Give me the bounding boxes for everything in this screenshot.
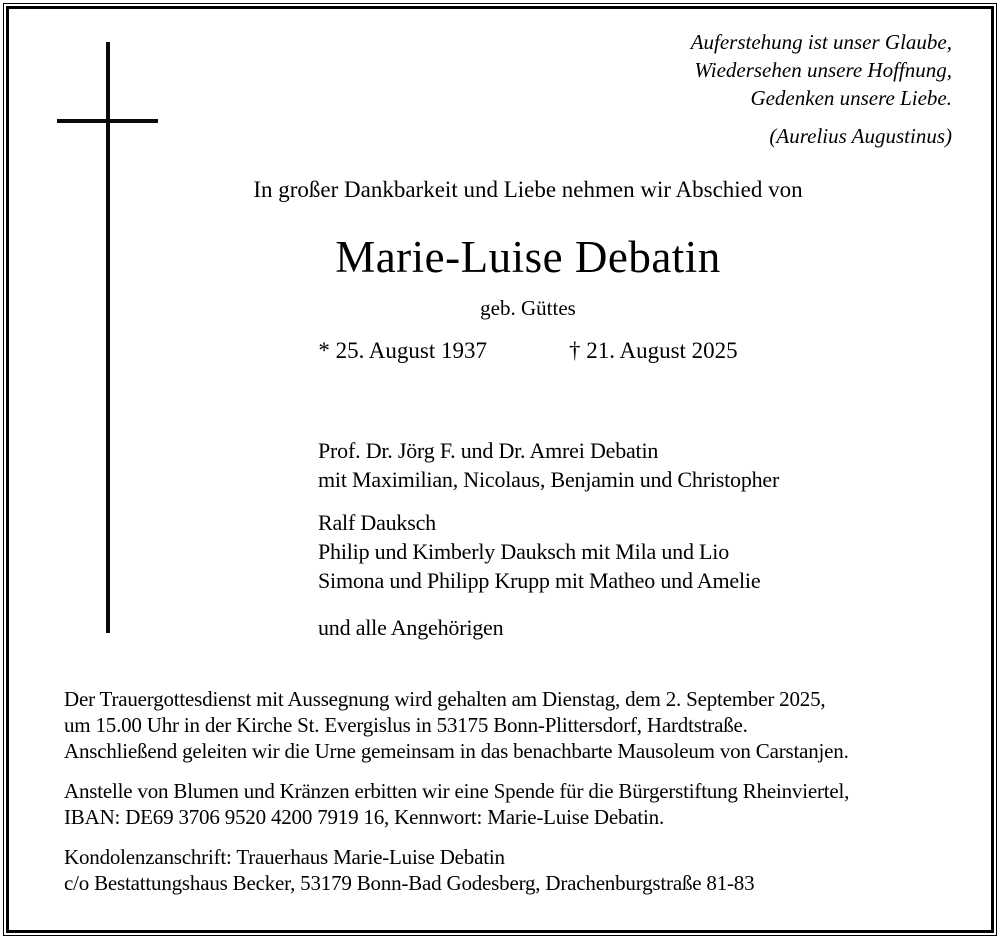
- life-dates: [56, 336, 1000, 366]
- quote-attribution: (Aurelius Augustinus): [769, 124, 952, 148]
- memorial-quote: [691, 28, 952, 150]
- death-date: † 21. August 2025: [569, 338, 738, 363]
- donation-line: Anstelle von Blumen und Kränzen erbitten wir eine Spende für die Bürgerstiftung Rheinviertel,: [64, 779, 850, 803]
- donation-paragraph: [64, 778, 960, 830]
- deceased-name: Marie-Luise Debatin: [335, 232, 721, 282]
- birth-date: * 25. August 1937: [318, 338, 487, 363]
- cross-horizontal-bar: [57, 119, 158, 123]
- service-paragraph: [64, 686, 960, 764]
- mourners-group-dauksch: [318, 508, 779, 595]
- service-line: um 15.00 Uhr in der Kirche St. Evergislus in 53175 Bonn-Plittersdorf, Hardtstraße.: [64, 713, 748, 737]
- service-line: Der Trauergottesdienst mit Aussegnung wird gehalten am Dienstag, dem 2. September 2025,: [64, 687, 826, 711]
- mourners-group-debatin: [318, 436, 779, 494]
- farewell-intro: In großer Dankbarkeit und Liebe nehmen wir Abschied von: [253, 177, 803, 202]
- mourners-closing: und alle Angehörigen: [318, 615, 504, 640]
- mourner-line: mit Maximilian, Nicolaus, Benjamin und Christopher: [318, 467, 780, 492]
- birth-name: geb. Güttes: [480, 296, 576, 320]
- quote-line: Gedenken unsere Liebe.: [750, 86, 952, 110]
- quote-line: Auferstehung ist unser Glaube,: [690, 30, 952, 54]
- condolence-line: c/o Bestattungshaus Becker, 53179 Bonn-Bad Godesberg, Drachenburgstraße 81-83: [64, 871, 755, 895]
- mourners-list: [318, 436, 779, 642]
- donation-line: IBAN: DE69 3706 9520 4200 7919 16, Kennwort: Marie-Luise Debatin.: [64, 805, 664, 829]
- funeral-details: [64, 686, 960, 910]
- quote-line: Wiedersehen unsere Hoffnung,: [694, 58, 952, 82]
- mourner-line: Philip und Kimberly Dauksch mit Mila und Lio: [318, 539, 730, 564]
- mourner-line: Ralf Dauksch: [318, 510, 436, 535]
- mourner-line: Simona und Philipp Krupp mit Matheo und Amelie: [318, 568, 761, 593]
- condolence-line: Kondolenzanschrift: Trauerhaus Marie-Luise Debatin: [64, 845, 505, 869]
- service-line: Anschließend geleiten wir die Urne gemeinsam in das benachbarte Mausoleum von Carstanjen.: [64, 739, 849, 763]
- condolence-paragraph: [64, 844, 960, 896]
- mourner-line: Prof. Dr. Jörg F. und Dr. Amrei Debatin: [318, 438, 659, 463]
